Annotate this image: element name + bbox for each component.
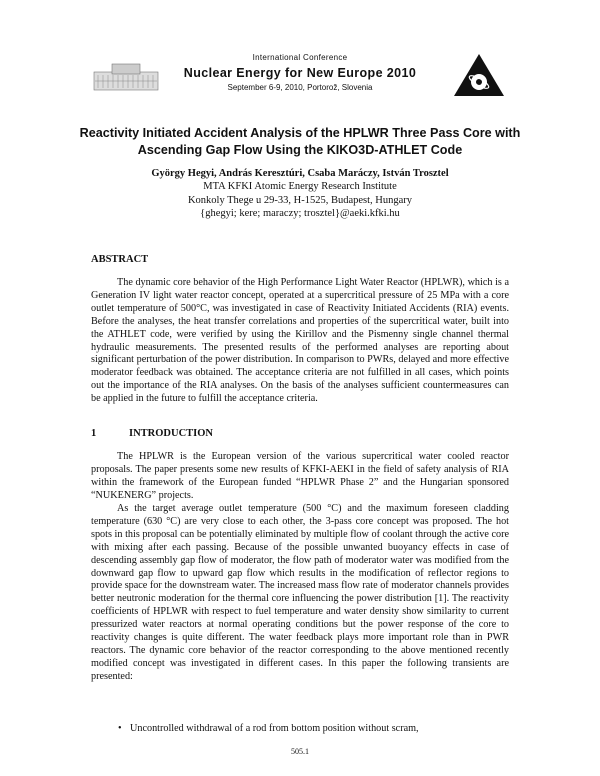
affiliation-address: Konkoly Thege u 29-33, H-1525, Budapest, Hungary: [187, 195, 413, 206]
section-heading-introduction: INTRODUCTION: [129, 428, 214, 439]
affiliation-institute: MTA KFKI Atomic Energy Research Institute: [203, 181, 397, 192]
conference-name: Nuclear Energy for New Europe 2010: [183, 66, 417, 80]
abstract-heading: ABSTRACT: [91, 254, 149, 265]
abstract-text: The dynamic core behavior of the High Performance Light Water Reactor (HPLWR), which is a Generation IV light water reactor concept, operated at a supercritical pressure of 25 MPa with a core outlet temperature of 500°C, was investigated in case of Reactivity Initiated Accidents (RIA) events. Before the analyses, the heat transfer correlations and properties of the supercritical water, built into the ATHLET code, were verified by using the Kirillov and the Pismenny single channel thermal hydraulic measurements. The presented results of the performed analyses are reporting about significant perturbation of the power distribution. In comparison to PWRs, delayed and more effective moderator feedback was obtained. The acceptance criteria are not fulfilled in all cases, which points out the importance of the RIA analyses. On the basis of the analyses sufficient countermeasures can be applied in the future to fulfill the acceptance criteria.: [91, 277, 509, 405]
conference-dates-location: September 6-9, 2010, Portorož, Slovenia: [227, 83, 373, 92]
intro-paragraph-1: The HPLWR is the European version of the various supercritical water cooled reactor proposals. The paper presents some new results of KFKI-AEKI in the field of safety analysis of RIA within the framework of the European funded “HPLWR Phase 2” and the Hungarian sponsored “NUKENERG” projects.: [91, 451, 509, 501]
transient-list-item: Uncontrolled withdrawal of a rod from bottom position without scram,: [130, 723, 419, 734]
intro-paragraph-2: As the target average outlet temperature (500 °C) and the maximum foreseen cladding temperature (630 °C) are very close to each other, the 3-pass core concept was proposed. The hot spots in this proposal can be potentially eliminated by multiple flow of coolant through the active core with mixing after each passing. Because of the possible unwanted buoyancy effects in case of descending assembly gap flow of moderator, the flow path of moderator water was modified from the downward gap flow to upward gap flow which results in the modification of reflector regions to provide space for the downstream water. The increased mass flow rate of moderator channels provides better neutronic moderation for the thermal core influencing the power distribution [1]. The reactivity coefficients of HPLWR with respect to fuel temperature and water density show similarity to current pressurized water reactors at normal operating conditions but the power response of the core to reactivity changes is quite different. The water feedback plays more important role than in PWR reactors. The dynamic core behavior of the reactor corresponding to the above mentioned recently modified concept was investigated in different cases. In this paper the following transients are presented:: [91, 503, 509, 682]
conference-label: International Conference: [252, 53, 348, 62]
bullet-marker: •: [118, 723, 122, 734]
paper-title: Reactivity Initiated Accident Analysis of the HPLWR Three Pass Core with Ascending Gap Flow Using the KIKO3D-ATHLET Code: [79, 126, 521, 157]
section-number: 1: [91, 428, 97, 439]
paper-authors: György Hegyi, András Keresztúri, Csaba Maráczy, István Trosztel: [151, 168, 449, 179]
page-number: 505.1: [291, 747, 309, 756]
affiliation-emails: {ghegyi; kere; maraczy; trosztel}@aeki.kfki.hu: [200, 208, 400, 219]
